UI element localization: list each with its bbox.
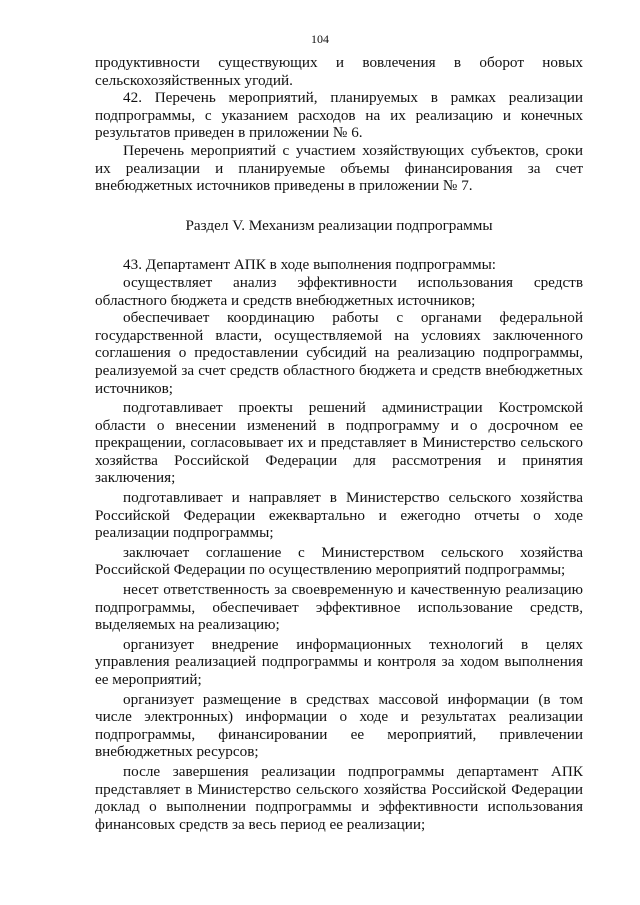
list-item: организует внедрение информационных технологий в целях управления реализацией подпрограммы и контроля за ходом выполнения ее мероприятий; bbox=[95, 635, 583, 688]
section-title: Раздел V. Механизм реализации подпрограммы bbox=[185, 216, 493, 234]
list-item: подготавливает и направляет в Министерство сельского хозяйства Российской Федерации ежеквартально и ежегодно отчеты о ходе реализации подпрограммы; bbox=[95, 489, 583, 542]
list-item: осуществляет анализ эффективности использования средств областного бюджета и средств внебюджетных источников; bbox=[95, 273, 583, 309]
list-item: подготавливает проекты решений администрации Костромской области о внесении изменений в подпрограмму и о досрочном ее прекращении, согласовывает их и представляет в Министерство сельского хозяйства Российской Федерации для рассмотрения и принятия заключения; bbox=[95, 399, 583, 487]
list-item: несет ответственность за своевременную и качественную реализацию подпрограммы, обеспечивает эффективное использование средств, выделяемых на реализацию; bbox=[95, 581, 583, 634]
document-body bbox=[95, 54, 583, 833]
paragraph-43: 43. Департамент АПК в ходе выполнения подпрограммы: bbox=[123, 256, 496, 274]
list-item: после завершения реализации подпрограммы департамент АПК представляет в Министерство сельского хозяйства Российской Федерации доклад о выполнении подпрограммы и эффективности использования финансовых средств за весь период ее реализации; bbox=[95, 762, 583, 833]
paragraph-activities-list: Перечень мероприятий с участием хозяйствующих субъектов, сроки их реализации и планируемые объемы финансирования за счет внебюджетных источников приведены в приложении № 7. bbox=[95, 141, 583, 195]
paragraph-continuation: продуктивности существующих и вовлечения в оборот новых сельскохозяйственных угодий. bbox=[95, 54, 583, 89]
list-item: обеспечивает координацию работы с органами федеральной государственной власти, осуществляемой на условиях заключенного соглашения о предоставлении субсидий на реализацию подпрограммы, реализуемой за счет средств областного бюджета и средств внебюджетных источников; bbox=[95, 309, 583, 397]
page-number: 104 bbox=[311, 32, 329, 46]
paragraph-42: 42. Перечень мероприятий, планируемых в рамках реализации подпрограммы, с указанием расходов на их реализацию и конечных результатов приведен в приложении № 6. bbox=[95, 89, 583, 142]
list-item: заключает соглашение с Министерством сельского хозяйства Российской Федерации по осуществлению мероприятий подпрограммы; bbox=[95, 543, 583, 579]
list-item: организует размещение в средствах массовой информации (в том числе электронных) информации о ходе и результатах реализации подпрограммы, финансировании ее мероприятий, привлечении внебюджетных ресурсов; bbox=[95, 690, 583, 761]
